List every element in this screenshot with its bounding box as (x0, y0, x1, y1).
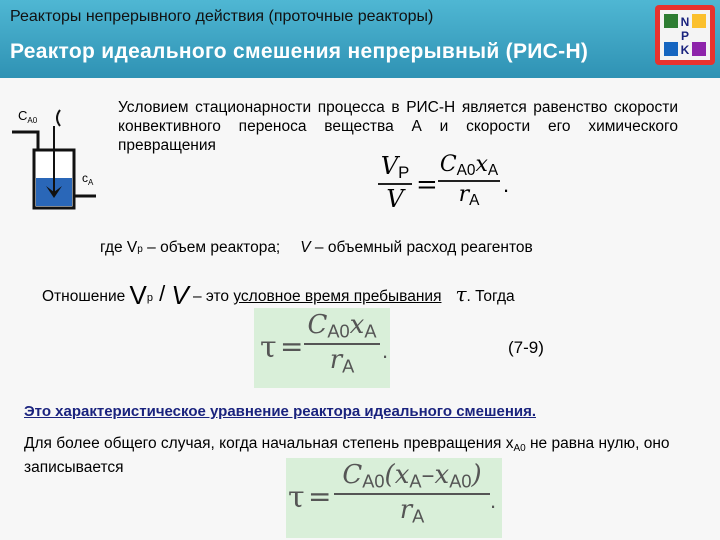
inlet-label: $C_{A0}$ (18, 108, 38, 125)
university-logo-icon (652, 2, 718, 68)
where-line: где Vр – объем реактора; V – объемный расход реагентов (100, 239, 533, 256)
slide-supertitle: Реакторы непрерывного действия (проточные реакторы) (10, 8, 434, 25)
formula-1-rhs-den: $r_A$ (458, 181, 480, 209)
logo-letter-k: K (680, 43, 690, 57)
formula-2-dot: . (382, 338, 389, 363)
formula-1-lhs (378, 152, 412, 213)
formula-3-box (286, 458, 502, 538)
formula-2-den: $r_A$ (329, 344, 355, 377)
formula-3-equals: = (308, 480, 332, 513)
reactor-diagram (8, 100, 108, 215)
formula-2-fraction (304, 310, 380, 377)
formula-1 (378, 152, 518, 222)
characteristic-statement: Это характеристическое уравнение реактора идеального смешения. (24, 403, 537, 420)
logo-letter-p: P (680, 29, 690, 43)
formula-3-tau: τ (288, 480, 305, 515)
formula-3-fraction (334, 460, 490, 527)
formula-1-lhs-den: V (386, 185, 404, 214)
outlet-label: $c_A$ (82, 171, 94, 187)
formula-3-dot: . (490, 488, 497, 513)
slide-title: Реактор идеального смешения непрерывный (РИС-Н) (10, 40, 589, 63)
formula-2-equals: = (280, 330, 304, 363)
formula-2-tau: τ (260, 330, 277, 365)
formula-3-num: $C_{A0}(x_A-x_{A0})$ (342, 460, 482, 492)
formula-3-den: $r_A$ (399, 494, 425, 527)
formula-2-num: $C_{A0}x_A$ (307, 310, 377, 342)
formula-1-rhs (438, 152, 500, 210)
general-case-text: Для более общего случая, когда начальная степень превращения xA0 не равна нулю, оно записывается (24, 435, 670, 476)
stirrer-motor-icon (57, 110, 60, 126)
ratio-line: Отношение Vр / V – это условное время пребывания τ. Тогда (42, 280, 515, 310)
slide-header (0, 0, 720, 78)
formula-1-dot: . (503, 172, 510, 197)
equation-number: (7-9) (508, 338, 544, 357)
formula-1-lhs-num: $V_P$ (380, 152, 410, 183)
formula-2-box (254, 308, 390, 388)
formula-1-equals: = (416, 170, 438, 200)
intro-text: Условием стационарности процесса в РИС-Н является равенство скорости конвективного переноса вещества А и скорости его химического превращения (118, 99, 678, 154)
formula-1-rhs-num: $C_{A0}x_A$ (439, 152, 499, 179)
logo-letter-n: N (680, 15, 690, 29)
